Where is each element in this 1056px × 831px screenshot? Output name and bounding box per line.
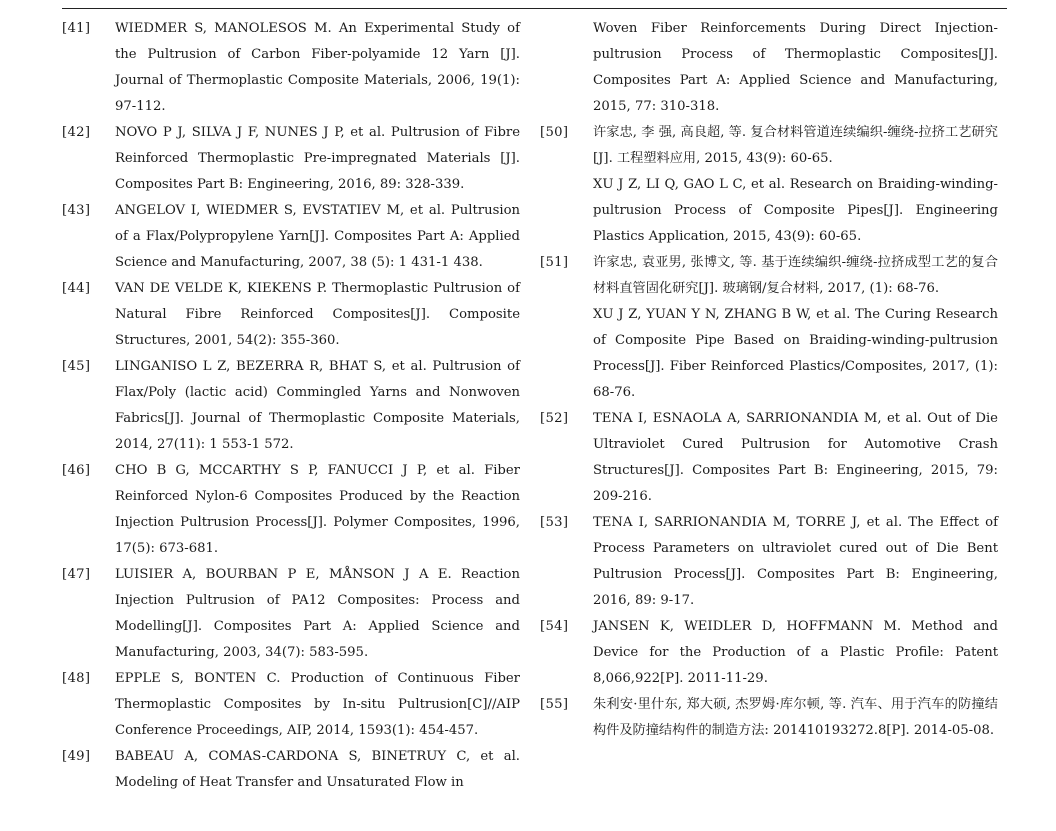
- reference-text: JANSEN K, WEIDLER D, HOFFMANN M. Method and Device for the Production of a Plastic Profile: Patent 8,066,922[P]. 2011-11-29.: [593, 619, 998, 686]
- reference-text: NOVO P J, SILVA J F, NUNES J P, et al. Pultrusion of Fibre Reinforced Thermoplastic Pre-impregnated Materials [J]. Composites Part B: Engineering, 2016, 89: 328-339.: [115, 125, 520, 192]
- reference-55: [540, 692, 998, 744]
- reference-43: [62, 198, 520, 276]
- reference-text: CHO B G, MCCARTHY S P, FANUCCI J P, et al. Fiber Reinforced Nylon-6 Composites Produced by the Reaction Injection Pultrusion Process[J]. Polymer Composites, 1996, 17(5): 673-681.: [115, 463, 520, 556]
- reference-41: [62, 16, 520, 120]
- reference-text: 许家忠, 袁亚男, 张博文, 等. 基于连续编织-缠绕-拉挤成型工艺的复合材料直管固化研究[J]. 玻璃钢/复合材料, 2017, (1): 68-76.: [593, 255, 998, 296]
- reference-52: [540, 406, 998, 510]
- reference-42: [62, 120, 520, 198]
- reference-text: WIEDMER S, MANOLESOS M. An Experimental Study of the Pultrusion of Carbon Fiber-polyamide 12 Yarn [J]. Journal of Thermoplastic Composite Materials, 2006, 19(1): 97-112.: [115, 21, 520, 114]
- reference-45: [62, 354, 520, 458]
- reference-number: [54]: [540, 619, 569, 634]
- reference-number: [49]: [62, 749, 91, 764]
- reference-51: [540, 250, 998, 302]
- references-right-column: [540, 16, 998, 744]
- reference-text: Woven Fiber Reinforcements During Direct Injection-pultrusion Process of Thermoplastic Composites[J]. Composites Part A: Applied Science and Manufacturing, 2015, 77: 310-318.: [593, 21, 998, 114]
- reference-50: [540, 120, 998, 172]
- reference-number: [44]: [62, 281, 91, 296]
- reference-number: [53]: [540, 515, 569, 530]
- reference-46: [62, 458, 520, 562]
- reference-number: [51]: [540, 255, 569, 270]
- reference-text: VAN DE VELDE K, KIEKENS P. Thermoplastic Pultrusion of Natural Fibre Reinforced Composites[J]. Composite Structures, 2001, 54(2): 355-360.: [115, 281, 520, 348]
- reference-44: [62, 276, 520, 354]
- reference-number: [48]: [62, 671, 91, 686]
- reference-number: [47]: [62, 567, 91, 582]
- reference-51-english: [540, 302, 998, 406]
- reference-number: [45]: [62, 359, 91, 374]
- reference-49: [62, 744, 520, 796]
- reference-text: LUISIER A, BOURBAN P E, MÅNSON J A E. Reaction Injection Pultrusion of PA12 Composites: Process and Modelling[J]. Composites Part A: Applied Science and Manufacturing, 2003, 34(7): 583-595.: [115, 567, 520, 660]
- reference-text: 许家忠, 李 强, 高良超, 等. 复合材料管道连续编织-缠绕-拉挤工艺研究[J]. 工程塑料应用, 2015, 43(9): 60-65.: [593, 125, 998, 166]
- reference-number: [42]: [62, 125, 91, 140]
- reference-text: XU J Z, LI Q, GAO L C, et al. Research on Braiding-winding-pultrusion Process of Composite Pipes[J]. Engineering Plastics Application, 2015, 43(9): 60-65.: [593, 177, 998, 244]
- reference-number: [50]: [540, 125, 569, 140]
- reference-49-continued: [540, 16, 998, 120]
- reference-number: [46]: [62, 463, 91, 478]
- references-left-column: [62, 16, 520, 796]
- reference-number: [43]: [62, 203, 91, 218]
- reference-text: BABEAU A, COMAS-CARDONA S, BINETRUY C, et al. Modeling of Heat Transfer and Unsaturated Flow in: [115, 749, 520, 790]
- reference-50-english: [540, 172, 998, 250]
- reference-text: ANGELOV I, WIEDMER S, EVSTATIEV M, et al. Pultrusion of a Flax/Polypropylene Yarn[J]. Composites Part A: Applied Science and Manufacturing, 2007, 38 (5): 1 431-1 438.: [115, 203, 520, 270]
- reference-47: [62, 562, 520, 666]
- reference-54: [540, 614, 998, 692]
- reference-text: 朱利安·里什东, 郑大硕, 杰罗姆·库尔顿, 等. 汽车、用于汽车的防撞结构件及防撞结构件的制造方法: 201410193272.8[P]. 2014-05-08.: [593, 697, 998, 738]
- reference-text: TENA I, ESNAOLA A, SARRIONANDIA M, et al. Out of Die Ultraviolet Cured Pultrusion for Automotive Crash Structures[J]. Composites Part B: Engineering, 2015, 79: 209-216.: [593, 411, 998, 504]
- reference-text: LINGANISO L Z, BEZERRA R, BHAT S, et al. Pultrusion of Flax/Poly (lactic acid) Commingled Yarns and Nonwoven Fabrics[J]. Journal of Thermoplastic Composite Materials, 2014, 27(11): 1 553-1 572.: [115, 359, 520, 452]
- top-rule: [62, 8, 1007, 9]
- reference-text: XU J Z, YUAN Y N, ZHANG B W, et al. The Curing Research of Composite Pipe Based on Braiding-winding-pultrusion Process[J]. Fiber Reinforced Plastics/Composites, 2017, (1): 68-76.: [593, 307, 998, 400]
- reference-53: [540, 510, 998, 614]
- reference-text: TENA I, SARRIONANDIA M, TORRE J, et al. The Effect of Process Parameters on ultraviolet cured out of Die Bent Pultrusion Process[J]. Composites Part B: Engineering, 2016, 89: 9-17.: [593, 515, 998, 608]
- reference-number: [52]: [540, 411, 569, 426]
- reference-text: EPPLE S, BONTEN C. Production of Continuous Fiber Thermoplastic Composites by In-situ Pultrusion[C]//AIP Conference Proceedings, AIP, 2014, 1593(1): 454-457.: [115, 671, 520, 738]
- reference-number: [55]: [540, 697, 569, 712]
- reference-48: [62, 666, 520, 744]
- reference-number: [41]: [62, 21, 91, 36]
